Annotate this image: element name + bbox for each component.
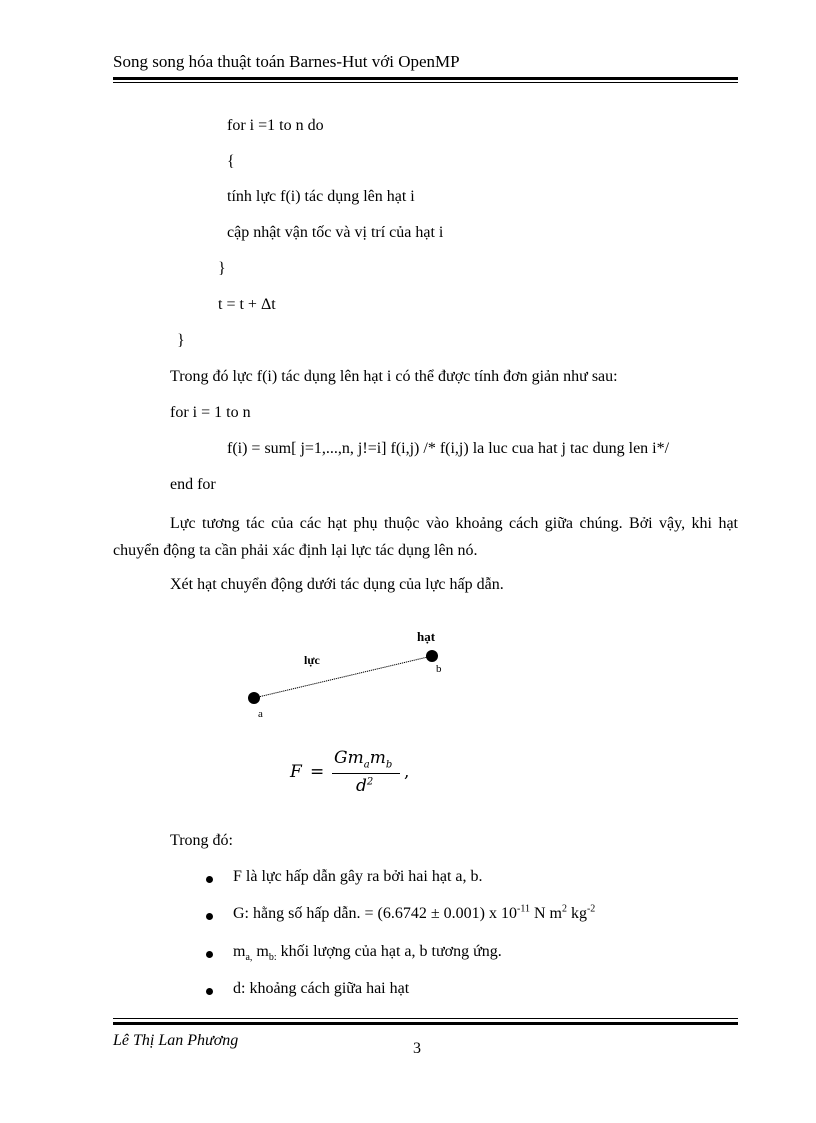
bullet-3 [206,951,213,958]
page-header-title: Song song hóa thuật toán Barnes-Hut với OpenMP [113,52,460,71]
code-compute-force: tính lực f(i) tác dụng lên hạt i [227,188,415,205]
particle-label: hạt [417,629,436,644]
where-item-3-text: khối lượng của hạt a, b tương ứng. [276,943,502,960]
formula-denominator [356,776,373,796]
where-item-2-exp1: -11 [517,903,530,915]
bullet-4 [206,988,213,995]
header-rule-thin [113,82,738,83]
force-line [254,656,432,698]
formula-fraction-bar [332,773,400,774]
where-item-3-m1: m [233,943,246,960]
formula-sub-b: b [385,759,393,771]
where-item-3-m2: m [252,943,269,960]
interaction-paragraph-text: Lực tương tác của các hạt phụ thuộc vào khoảng cách giữa chúng. Bởi vậy, khi hạt chuyển động ta cần phải xác định lại lực tác dụng lên nó. [113,515,738,559]
formula-d: d [356,776,367,796]
formula-G: G [334,748,348,768]
where-heading: Trong đó: [170,832,233,849]
code-close-brace-outer: } [177,332,185,349]
where-item-2 [233,905,595,923]
where-item-2-text: G: hằng số hấp dẫn. = (6.6742 ± 0.001) x 10 [233,905,517,922]
particle-a-label: a [258,708,263,720]
where-item-3 [233,943,502,964]
formula-lhs: F [290,762,302,782]
formula-numerator [334,748,393,771]
code-for-line: for i =1 to n do [227,117,324,134]
particle-b-label: b [436,663,442,675]
bullet-2 [206,913,213,920]
formula-sub-a: a [363,759,370,771]
particle-b-dot [426,650,438,662]
code-update-state: cập nhật vận tốc và vị trí của hạt i [227,224,444,241]
where-item-2-unit1: N m [529,905,562,922]
footer-rule-thin [113,1018,738,1019]
page-number: 3 [413,1040,421,1057]
formula-m1: m [347,748,364,768]
code-time-step: t = t + Δt [218,296,276,313]
interaction-paragraph [113,510,738,564]
code-open-brace: { [227,153,235,170]
where-item-3-sub2: b: [268,952,277,964]
formula-d-exp: 2 [366,776,374,788]
where-item-1: F là lực hấp dẫn gây ra bởi hai hạt a, b. [233,868,483,885]
footer-rule-thick [113,1022,738,1025]
gravity-intro-text: Xét hạt chuyển động dưới tác dụng của lực hấp dẫn. [170,576,504,593]
for-n-line: for i = 1 to n [170,404,251,421]
footer-author: Lê Thị Lan Phương [113,1032,239,1049]
where-item-3-sub1: a, [245,952,253,964]
end-for-line: end for [170,476,216,493]
sum-line: f(i) = sum[ j=1,...,n, j!=i] f(i,j) /* f(i,j) la luc cua hat j tac dung len i*/ [227,440,670,457]
particle-a-dot [248,692,260,704]
where-item-4: d: khoảng cách giữa hai hạt [233,980,410,997]
force-intro-text: Trong đó lực f(i) tác dụng lên hạt i có thể được tính đơn giản như sau: [170,368,618,385]
formula-comma: , [404,762,410,782]
where-item-2-exp3: -2 [586,903,596,915]
formula-equals: = [310,762,325,782]
force-label: lực [304,653,320,667]
formula-m2: m [369,748,386,768]
header-rule-thick [113,77,738,80]
where-item-2-exp2: 2 [561,903,567,915]
bullet-1 [206,876,213,883]
where-item-2-unit2: kg [566,905,587,922]
code-close-brace-inner: } [218,260,226,277]
